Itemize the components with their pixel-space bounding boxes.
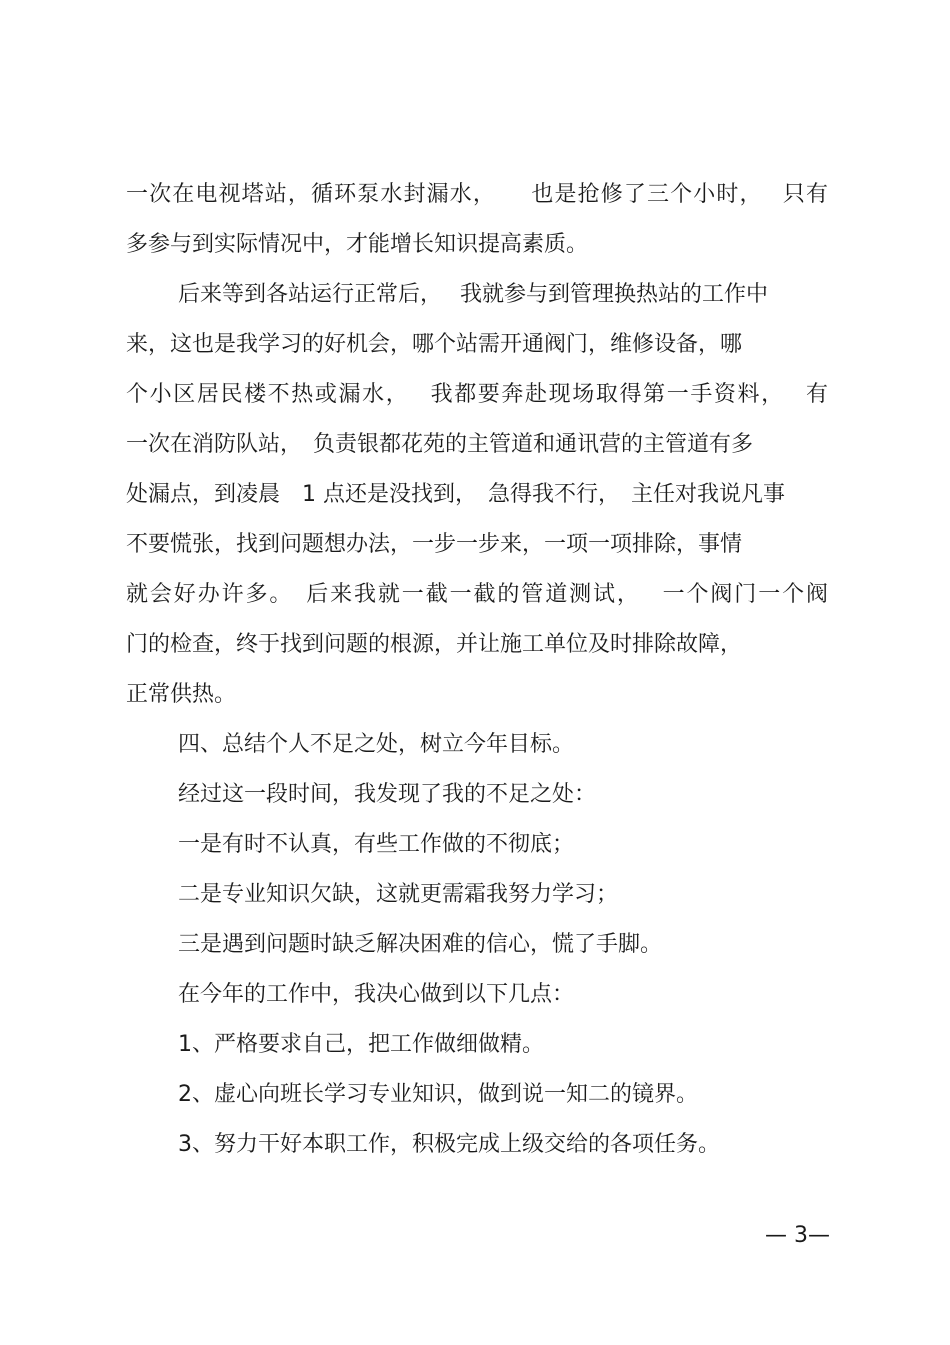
body-text-line: 来，这也是我学习的好机会，哪个站需开通阀门，维修设备，哪 bbox=[126, 332, 743, 357]
paragraph-first-line: 后来等到各站运行正常后， 我就参与到管理换热站的工作中 bbox=[178, 282, 768, 307]
body-text-line: 一次在消防队站， 负责银都花苑的主管道和通讯营的主管道有多 bbox=[126, 432, 754, 457]
body-text-line: 正常供热。 bbox=[126, 682, 237, 707]
list-item: 三是遇到问题时缺乏解决困难的信心，慌了手脚。 bbox=[178, 932, 663, 957]
body-text-line: 个小区居民楼不热或漏水， 我都要奔赴现场取得第一手资料， 有 bbox=[126, 382, 828, 407]
body-text-line: 门的检查，终于找到问题的根源，并让施工单位及时排除故障， bbox=[126, 632, 743, 657]
paragraph-first-line: 在今年的工作中，我决心做到以下几点： bbox=[178, 982, 575, 1007]
list-item: 一是有时不认真，有些工作做的不彻底； bbox=[178, 832, 575, 857]
list-item: 二是专业知识欠缺，这就更需霜我努力学习； bbox=[178, 882, 619, 907]
page-number: — 3— bbox=[765, 1223, 830, 1248]
list-item: 3、努力干好本职工作，积极完成上级交给的各项任务。 bbox=[178, 1132, 720, 1157]
body-text-line: 不要慌张，找到问题想办法，一步一步来，一项一项排除，事情 bbox=[126, 532, 743, 557]
body-text-line: 就会好办许多。 后来我就一截一截的管道测试， 一个阀门一个阀 bbox=[126, 582, 828, 607]
body-text-line: 处漏点，到凌晨 1 点还是没找到， 急得我不行， 主任对我说凡事 bbox=[126, 482, 785, 507]
paragraph-first-line: 经过这一段时间，我发现了我的不足之处： bbox=[178, 782, 597, 807]
list-item: 2、虚心向班长学习专业知识，做到说一知二的镜界。 bbox=[178, 1082, 698, 1107]
body-text-line: 一次在电视塔站，循环泵水封漏水， 也是抢修了三个小时， 只有 bbox=[126, 182, 828, 207]
list-item: 1、严格要求自己，把工作做细做精。 bbox=[178, 1032, 544, 1057]
section-heading: 四、总结个人不足之处，树立今年目标。 bbox=[178, 732, 575, 757]
body-text-line: 多参与到实际情况中，才能增长知识提高素质。 bbox=[126, 232, 589, 257]
